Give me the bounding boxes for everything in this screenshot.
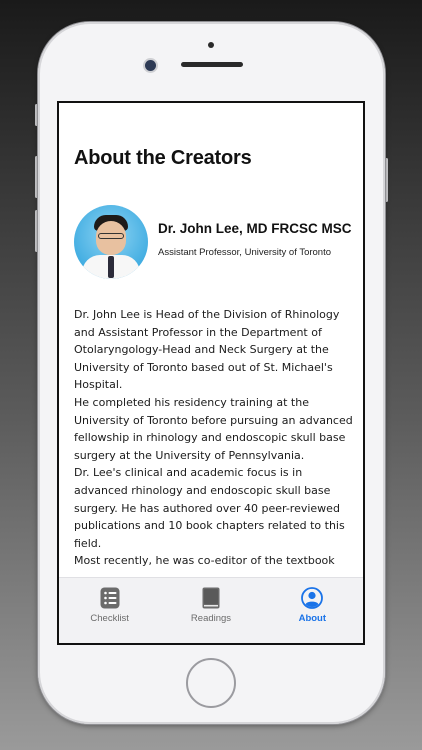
checklist-icon — [100, 587, 120, 613]
creator-name: Dr. John Lee, MD FRCSC MSC — [158, 221, 352, 236]
power-button — [385, 158, 388, 202]
bio-paragraph: He completed his residency training at the University of Toronto before pursuing an advanced fellowship in rhinology and endoscopic skull base surgery at the University of Pennsylvania. — [74, 395, 353, 462]
book-icon — [202, 587, 220, 613]
home-button[interactable] — [186, 658, 236, 708]
tab-label: About — [298, 613, 327, 624]
proximity-sensor — [208, 42, 214, 48]
avatar — [74, 205, 148, 279]
person-circle-icon — [301, 587, 323, 613]
bio-paragraph: Dr. John Lee is Head of the Division of Rhinology and Assistant Professor in the Department of Otolaryngology-Head and Neck Surgery at the University of Toronto based out of St. Michael's Hospital. — [74, 308, 340, 392]
bio-paragraph: Most recently, he was co-editor of the textbook — [74, 554, 335, 568]
tab-label: Readings — [190, 613, 232, 624]
earpiece-speaker — [181, 62, 243, 67]
app-screen — [57, 101, 365, 645]
creator-role: Assistant Professor, University of Toronto — [158, 247, 332, 258]
phone-frame — [38, 22, 385, 724]
tab-readings[interactable] — [160, 578, 261, 643]
tab-label: Checklist — [90, 613, 129, 624]
tab-about[interactable] — [262, 578, 363, 643]
tab-bar — [59, 577, 363, 643]
tab-checklist[interactable] — [59, 578, 160, 643]
bio-paragraph: Dr. Lee's clinical and academic focus is in advanced rhinology and endoscopic skull base surgery. He has authored over 40 peer-reviewed publications and 10 book chapters related to this field. — [74, 466, 345, 550]
creator-bio — [74, 306, 359, 570]
page-title: About the Creators — [74, 147, 252, 169]
front-camera — [145, 60, 156, 71]
about-scroll-view[interactable] — [59, 103, 363, 577]
